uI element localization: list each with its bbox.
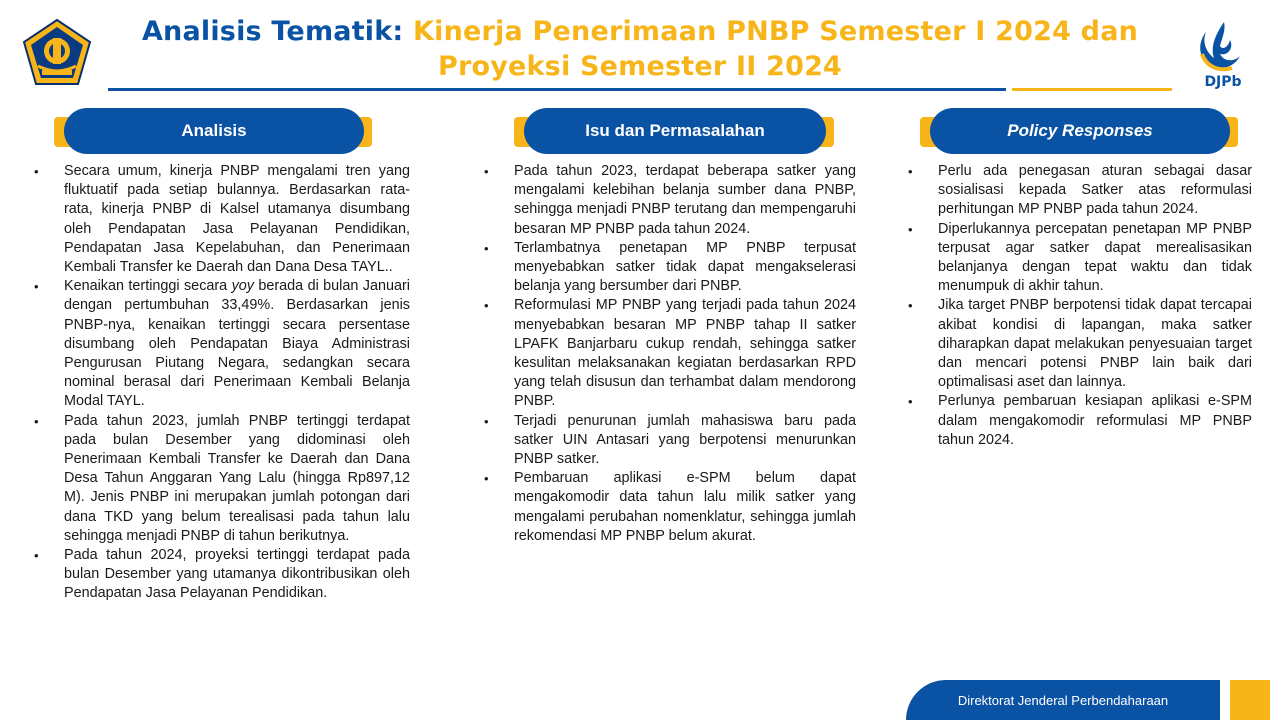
ministry-emblem-icon: [20, 18, 94, 88]
list-item: • Secara umum, kinerja PNBP mengalami tren yang fluktuatif pada setiap bulannya. Berdasarkan rata-rata, kinerja PNBP di Kalsel utamanya disumbang oleh Pendapatan Jasa Pelayanan Pendidikan, Pendapatan Jasa Kepelabuhan, dan Penerimaan Kembali Transfer ke Daerah dan Dana Desa TAYL..: [34, 162, 410, 277]
footer-text: Direktorat Jenderal Perbendaharaan: [957, 692, 1169, 708]
footer-accent-square: [1230, 680, 1270, 720]
list-item: • Terjadi penurunan jumlah mahasiswa baru pada satker UIN Antasari yang berpotensi menurunkan PNBP satker.: [484, 412, 856, 470]
heading-policy-responses: Policy Responses: [920, 108, 1238, 156]
list-item: • Pada tahun 2023, terdapat beberapa satker yang mengalami kelebihan belanja sumber dana PNBP, sehingga menjadi PNBP terutang dan mempengaruhi besaran MP PNBP pada tahun 2024.: [484, 162, 856, 239]
list-item: • Jika target PNBP berpotensi tidak dapat tercapai akibat kondisi di lapangan, maka satker diharapkan dapat melakukan penyesuaian target dan mencari potensi PNBP lain baik dari optimalisasi aset dan lainnya.: [908, 296, 1252, 392]
heading-isu-permasalahan: Isu dan Permasalahan: [514, 108, 834, 156]
title-underline-gold: [1012, 88, 1172, 91]
page-title: [110, 14, 1170, 84]
djpb-logo-text: DJPb: [1204, 74, 1242, 90]
title-underline-blue: [108, 88, 1006, 91]
list-item: • Perlu ada penegasan aturan sebagai dasar sosialisasi kepada Satker atas reformulasi perhitungan MP PNBP pada tahun 2024.: [908, 162, 1252, 220]
footer-banner: [906, 680, 1220, 720]
analisis-list: [34, 162, 410, 604]
title-prefix: Analisis Tematik:: [141, 16, 414, 47]
policy-responses-list: [908, 162, 1252, 450]
isu-permasalahan-list: [484, 162, 856, 546]
title-line-2: Proyeksi Semester II 2024: [437, 51, 843, 82]
list-item: • Perlunya pembaruan kesiapan aplikasi e-SPM dalam mengakomodir reformulasi MP PNBP tahun 2024.: [908, 392, 1252, 450]
list-item: • Pada tahun 2024, proyeksi tertinggi terdapat pada bulan Desember yang utamanya dikontribusikan oleh Pendapatan Jasa Pelayanan Pendidikan.: [34, 546, 410, 604]
list-item: • Terlambatnya penetapan MP PNBP terpusat menyebabkan satker tidak dapat mengakselerasi belanja yang bersumber dari PNBP.: [484, 239, 856, 297]
list-item: • Reformulasi MP PNBP yang terjadi pada tahun 2024 menyebabkan besaran MP PNBP tahap II satker LPAFK Banjarbaru cukup rendah, sehingga satker kesulitan melaksanakan kegiatan berdasarkan RPD yang telah disusun dan terhambat dalam mendorong PNBP.: [484, 296, 856, 411]
list-item: • Kenaikan tertinggi secara yoy berada di bulan Januari dengan pertumbuhan 33,49%. Berdasarkan jenis PNBP-nya, kenaikan tertinggi secara persentase disumbang oleh Pendapatan Biaya Administrasi Pengurusan Piutang Negara, sedangkan secara nominal berasal dari Penerimaan Kembali Belanja Modal TAYL.: [34, 277, 410, 411]
heading-analisis: Analisis: [54, 108, 372, 156]
list-item: • Pada tahun 2023, jumlah PNBP tertinggi terdapat pada bulan Desember yang didominasi oleh Penerimaan Kembali Transfer ke Daerah dan Dana Desa Tahun Anggaran Yang Lalu (hingga Rp897,12 M). Jenis PNBP ini merupakan jumlah potongan dari dana TKD yang belum terealisasi pada tahun lalu sehingga menjadi PNBP di tahun berikutnya.: [34, 412, 410, 546]
title-line-1: Kinerja Penerimaan PNBP Semester I 2024 dan: [413, 16, 1139, 47]
list-item: • Pembaruan aplikasi e-SPM belum dapat mengakomodir data tahun lalu milik satker yang mengalami perubahan nomenklatur, sehingga jumlah rekomendasi MP PNBP belum akurat.: [484, 469, 856, 546]
djpb-logo-icon: [1188, 18, 1258, 92]
list-item: • Diperlukannya percepatan penetapan MP PNBP terpusat agar satker dapat merealisasikan belanjanya dengan tepat waktu dan tidak menumpuk di akhir tahun.: [908, 220, 1252, 297]
